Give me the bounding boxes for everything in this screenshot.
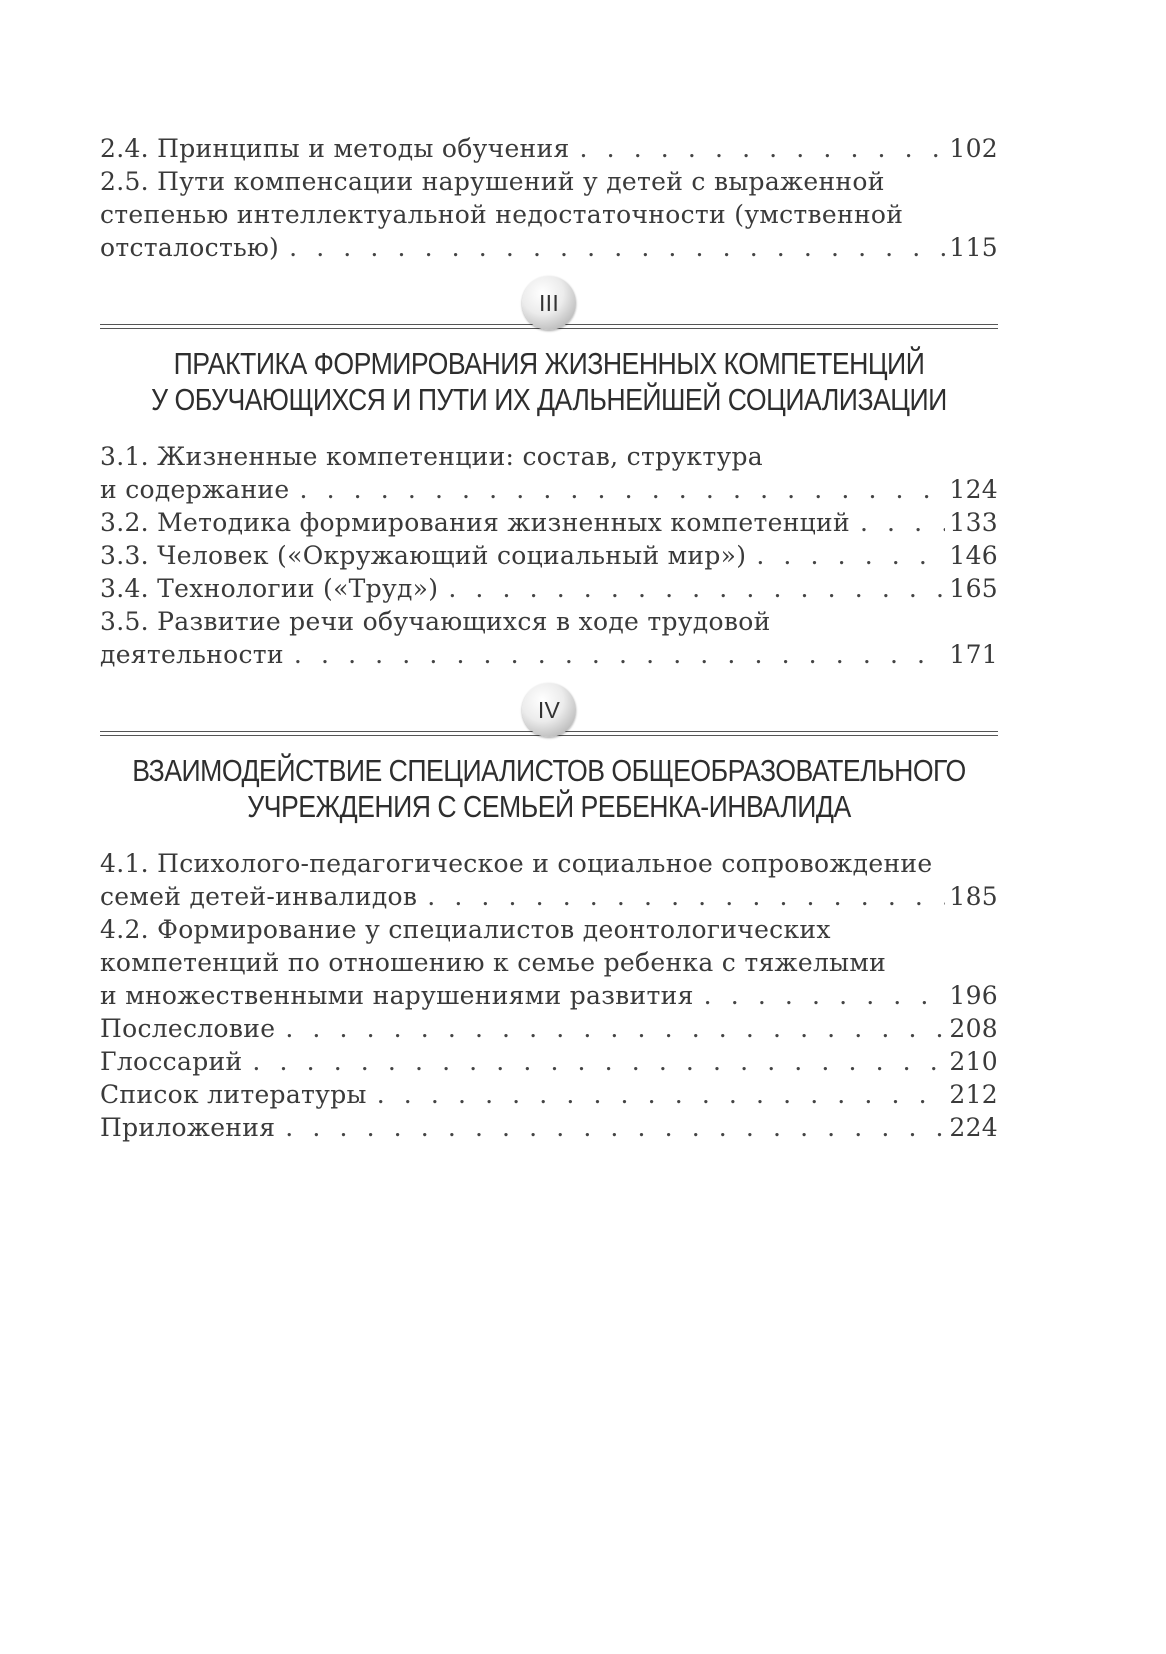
toc-entry[interactable] [100,847,998,913]
dot-leader [294,638,945,671]
toc-entry-text: 3.2. Методика формирования жизненных компетенций [100,508,850,537]
toc-entry[interactable] [100,506,998,539]
page-number: 165 [949,574,998,603]
toc-entry[interactable] [100,572,998,605]
toc-entry-text: Список литературы [100,1080,367,1109]
page-number: 146 [949,541,998,570]
toc-entry-text: 3.5. Развитие речи обучающихся в ходе трудовой [100,607,771,636]
toc-entry-text: 3.1. Жизненные компетенции: состав, структура [100,442,763,471]
toc-entry-text: 3.4. Технологии («Труд») [100,574,439,603]
page-number: 185 [949,882,998,911]
toc-entry-text: степенью интеллектуальной недостаточности (умственной [100,200,904,229]
toc-entry[interactable] [100,605,998,671]
section-number-badge: IV [522,683,576,737]
section-number-badge: III [522,276,576,330]
page-number: 196 [949,981,998,1010]
page-number: 124 [949,475,998,504]
section-title-line: ПРАКТИКА ФОРМИРОВАНИЯ ЖИЗНЕННЫХ КОМПЕТЕНЦИЙ [173,346,925,381]
toc-entry-last-line [100,1111,998,1144]
page-number: 171 [949,640,998,669]
page-number: 208 [949,1014,998,1043]
toc-entry[interactable] [100,913,998,1012]
toc-entry[interactable] [100,1012,998,1045]
toc-entry-text: 2.5. Пути компенсации нарушений у детей с выраженной [100,167,885,196]
section-title-line: ВЗАИМОДЕЙСТВИЕ СПЕЦИАЛИСТОВ ОБЩЕОБРАЗОВАТЕЛЬНОГО [132,753,966,788]
dot-leader [289,231,945,264]
section-title-line: У ОБУЧАЮЩИХСЯ И ПУТИ ИХ ДАЛЬНЕЙШЕЙ СОЦИАЛИЗАЦИИ [151,382,947,417]
toc-entry-text: 2.4. Принципы и методы обучения [100,134,570,163]
page-number: 133 [949,508,998,537]
toc-entry-last-line [100,880,998,913]
toc-entry[interactable] [100,132,998,165]
page-number: 212 [949,1080,998,1109]
dot-leader [860,506,945,539]
toc-entry-last-line [100,132,998,165]
dot-leader [252,1045,945,1078]
dot-leader [448,572,945,605]
section-title [128,753,969,825]
toc-entry[interactable] [100,1078,998,1111]
toc-entry-last-line [100,506,998,539]
toc-entry[interactable] [100,440,998,506]
page-number: 224 [949,1113,998,1142]
dot-leader [299,473,945,506]
toc-entry-last-line [100,473,998,506]
toc-entry-last-line [100,1045,998,1078]
section-title [128,346,969,418]
toc-entry-last-line [100,638,998,671]
page-number: 115 [949,233,998,262]
toc-entry-last-line [100,231,998,264]
toc-entry-last-line [100,572,998,605]
section-divider [100,264,998,342]
toc-entry-text: 4.1. Психолого-педагогическое и социальное сопровождение [100,849,933,878]
toc-entry-text: Глоссарий [100,1047,243,1076]
toc-entry-text: Послесловие [100,1014,276,1043]
section-title-line: УЧРЕЖДЕНИЯ С СЕМЬЕЙ РЕБЕНКА-ИНВАЛИДА [247,789,851,824]
toc-entry-text: и множественными нарушениями развития [100,981,694,1010]
dot-leader [580,132,946,165]
table-of-contents [100,132,998,1144]
toc-entry-text: 4.2. Формирование у специалистов деонтологических [100,915,831,944]
toc-entry[interactable] [100,1111,998,1144]
dot-leader [285,1012,945,1045]
dot-leader [704,979,946,1012]
toc-entry[interactable] [100,1045,998,1078]
toc-entry-text: отсталостью) [100,233,280,262]
page-number: 102 [949,134,998,163]
page-number: 210 [949,1047,998,1076]
toc-entry-last-line [100,539,998,572]
dot-leader [285,1111,945,1144]
toc-entry-text: и содержание [100,475,290,504]
toc-entry-text: Приложения [100,1113,276,1142]
toc-entry-last-line [100,1078,998,1111]
toc-entry-last-line [100,979,998,1012]
toc-entry-text: компетенций по отношению к семье ребенка с тяжелыми [100,948,887,977]
section-divider [100,671,998,749]
dot-leader [756,539,945,572]
toc-entry-last-line [100,1012,998,1045]
toc-entry[interactable] [100,165,998,264]
toc-entry-text: семей детей-инвалидов [100,882,418,911]
toc-entry-text: деятельности [100,640,284,669]
toc-entry[interactable] [100,539,998,572]
dot-leader [427,880,945,913]
dot-leader [377,1078,946,1111]
toc-entry-text: 3.3. Человек («Окружающий социальный мир») [100,541,747,570]
